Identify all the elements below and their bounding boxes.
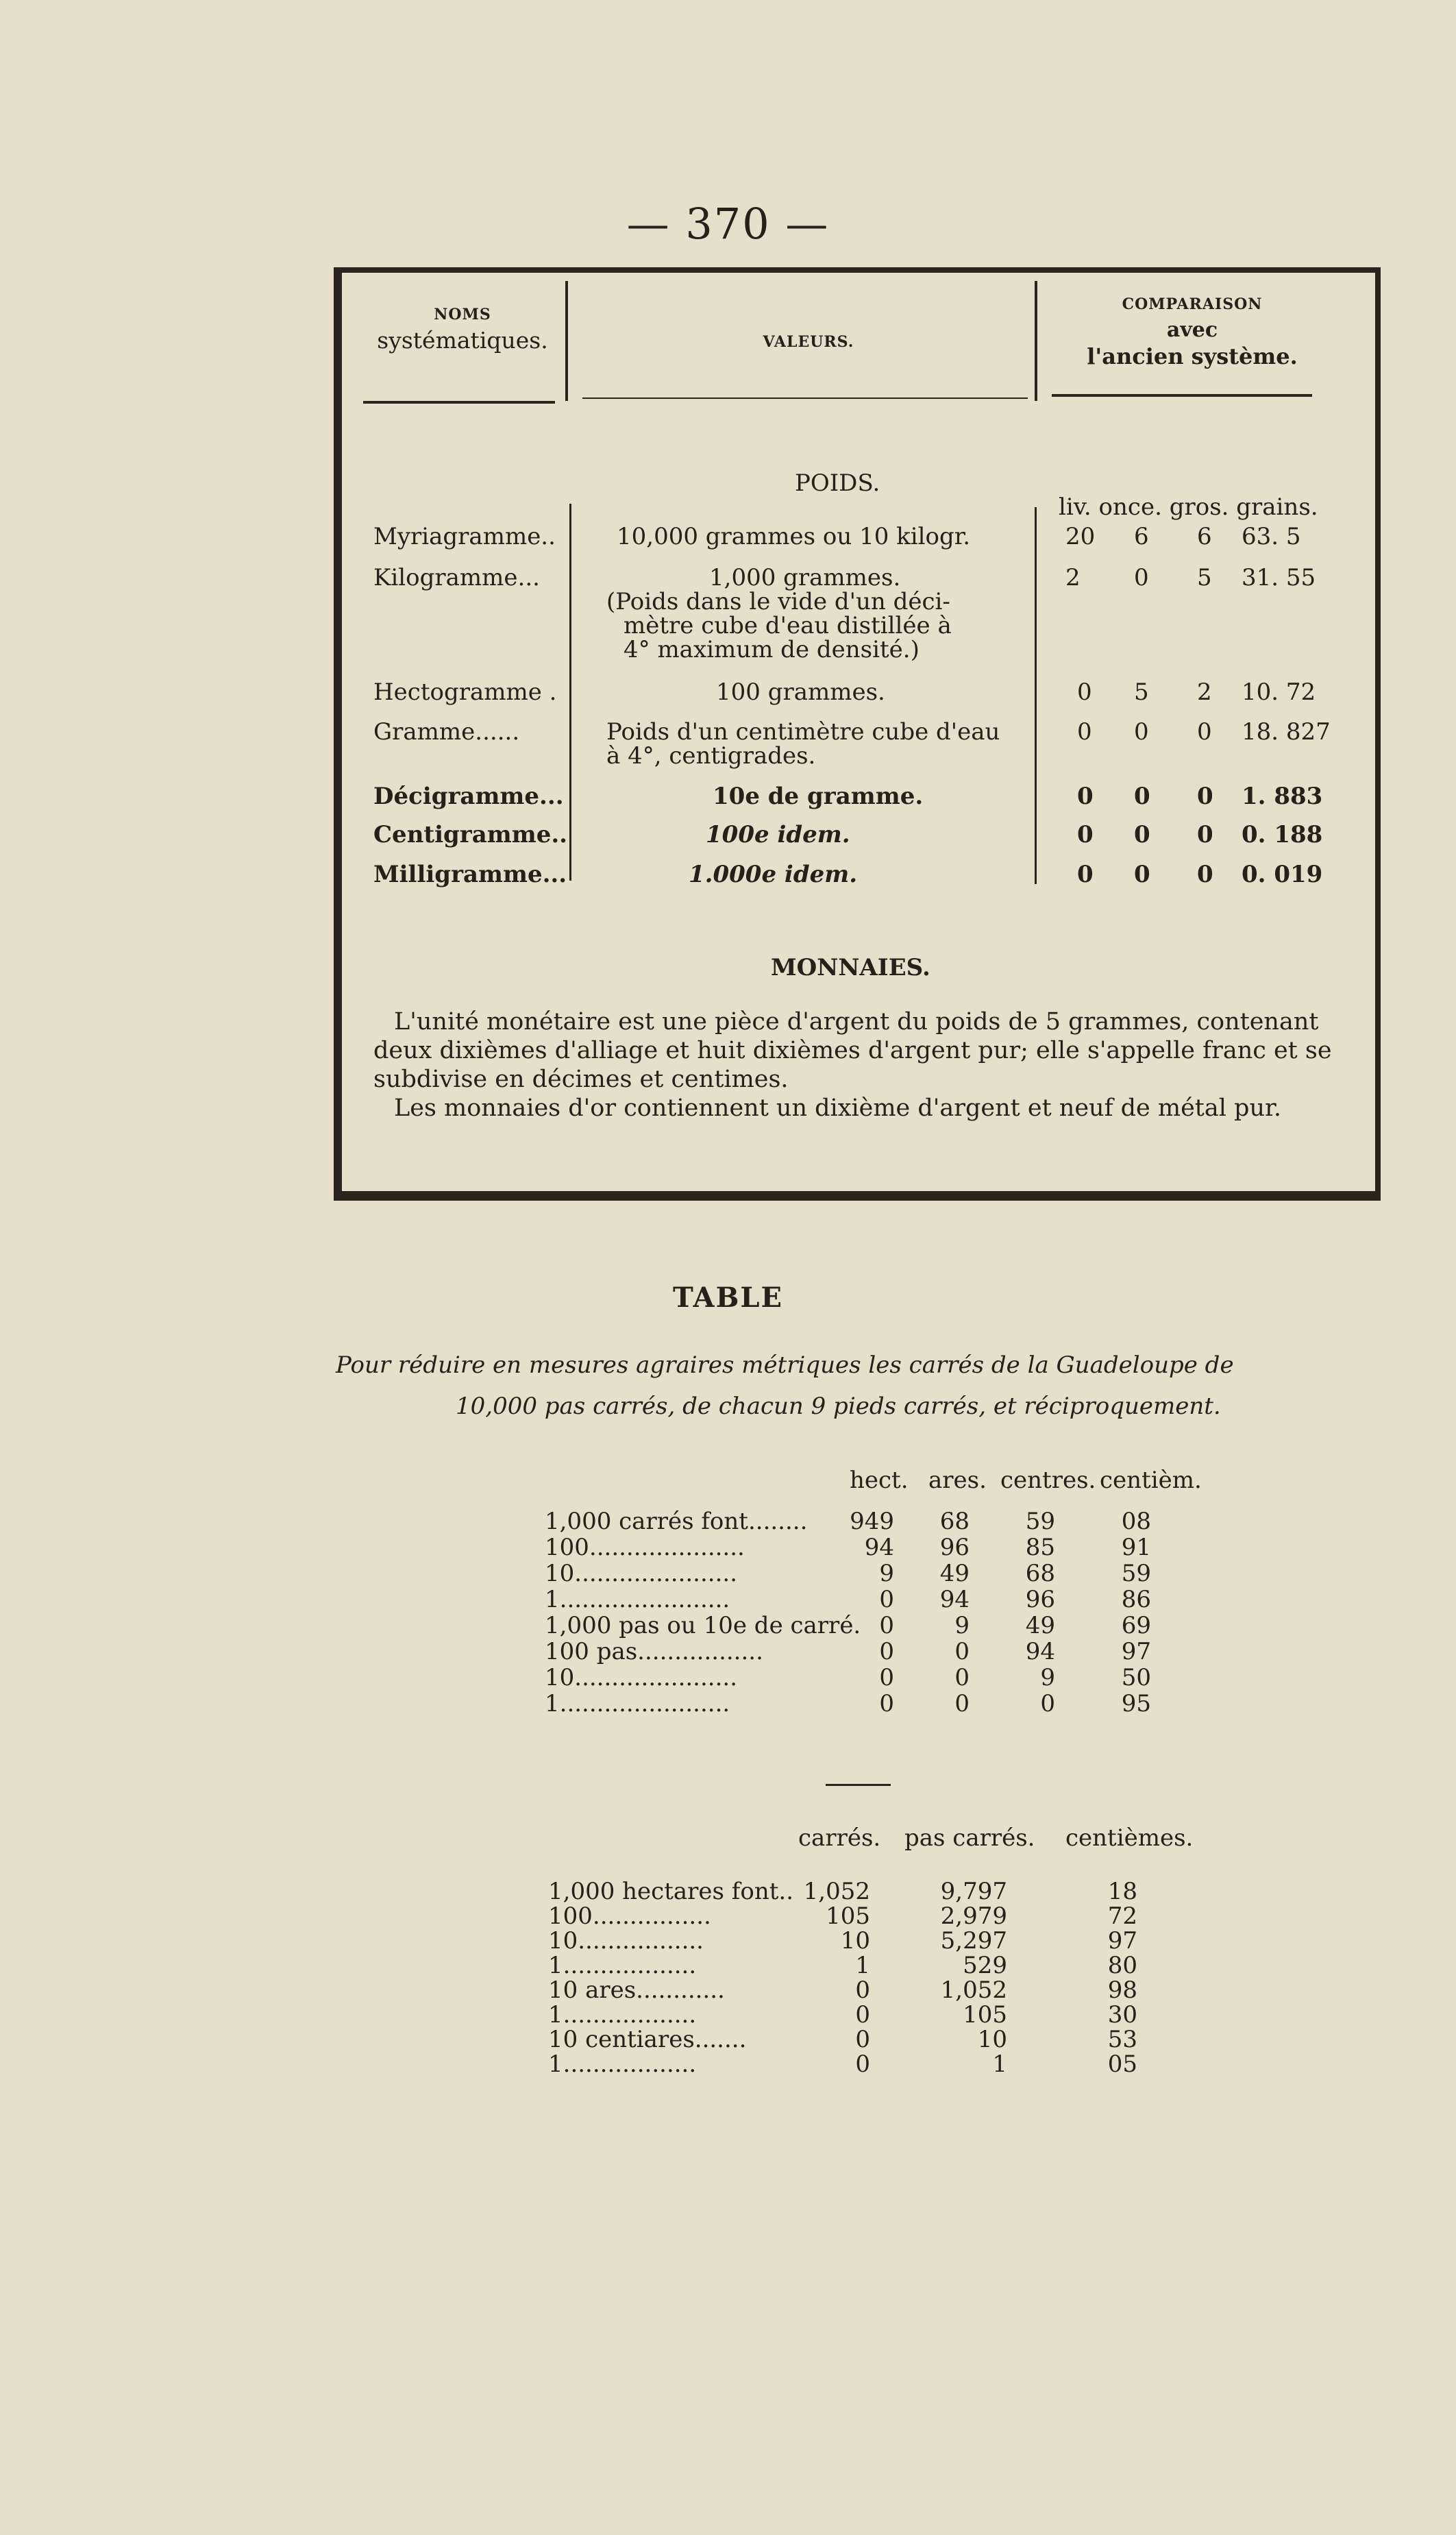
t2-val: 9 xyxy=(1040,1664,1055,1691)
monnaies-line-3: subdivise en décimes et centimes. xyxy=(373,1066,789,1093)
t3-val: 5,297 xyxy=(940,1927,1007,1955)
comp-liv: 0 xyxy=(1077,678,1092,706)
t3-val: 9,797 xyxy=(940,1878,1007,1905)
monnaies-line-4: Les monnaies d'or contiennent un dixième d'argent et neuf de métal pur. xyxy=(394,1094,1281,1122)
row-value: 10,000 grammes ou 10 kilogr. xyxy=(617,523,971,550)
comp-liv: 0 xyxy=(1077,821,1094,848)
t3-header-pas-carres: pas carrés. xyxy=(904,1824,1035,1852)
t2-val: 50 xyxy=(1121,1664,1151,1691)
comp-once: 0 xyxy=(1134,821,1150,848)
t3-label: 10 centiares....... xyxy=(548,2026,747,2053)
t2-val: 49 xyxy=(1025,1612,1055,1639)
header-noms-line2: systématiques. xyxy=(377,327,548,354)
comp-gros: 2 xyxy=(1197,678,1212,706)
t3-val: 1,052 xyxy=(940,1976,1007,2004)
unit-grains: grains. xyxy=(1236,493,1318,521)
t3-val: 97 xyxy=(1107,1927,1137,1955)
header-divider-2 xyxy=(1035,281,1037,401)
row-value: Poids d'un centimètre cube d'eau xyxy=(606,718,1000,746)
comp-once: 0 xyxy=(1134,564,1149,591)
t3-val: 98 xyxy=(1107,1976,1137,2004)
comp-liv: 0 xyxy=(1077,718,1092,746)
t2-val: 0 xyxy=(954,1690,970,1717)
t2-val: 0 xyxy=(879,1638,894,1665)
t3-val: 529 xyxy=(963,1952,1007,1979)
section-monnaies: MONNAIES. xyxy=(771,954,930,981)
t3-val: 0 xyxy=(855,2050,870,2078)
comp-grains: 0. 019 xyxy=(1242,861,1323,888)
comp-gros: 0 xyxy=(1197,718,1212,746)
t3-label: 1.................. xyxy=(548,2050,697,2078)
t3-val: 1 xyxy=(855,1952,870,1979)
comp-grains: 63. 5 xyxy=(1242,523,1301,550)
row-value: 100e idem. xyxy=(706,821,850,848)
header-comparaison-line3: l'ancien système. xyxy=(1087,343,1298,369)
comp-liv: 0 xyxy=(1077,861,1094,888)
table-subtitle-line1: Pour réduire en mesures agraires métriques les carrés de la Guadeloupe de xyxy=(336,1351,1234,1379)
t2-val: 94 xyxy=(939,1586,970,1613)
t3-val: 30 xyxy=(1107,2001,1137,2029)
t2-val: 59 xyxy=(1025,1508,1055,1535)
comp-once: 6 xyxy=(1134,523,1149,550)
t3-val: 05 xyxy=(1107,2050,1137,2078)
t2-val: 68 xyxy=(939,1508,970,1535)
t3-label: 10 ares............ xyxy=(548,1976,725,2004)
t2-val: 0 xyxy=(954,1664,970,1691)
t3-val: 80 xyxy=(1107,1952,1137,1979)
row-name: Myriagramme.. xyxy=(373,523,556,550)
row-value: 10e de gramme. xyxy=(713,783,924,810)
t3-val: 0 xyxy=(855,1976,870,2004)
t2-header-ares: ares. xyxy=(928,1467,987,1494)
header-underline-1 xyxy=(363,401,555,404)
comp-once: 0 xyxy=(1134,783,1150,810)
t2-val: 0 xyxy=(1040,1690,1055,1717)
t2-val: 95 xyxy=(1121,1690,1151,1717)
t2-val: 0 xyxy=(879,1690,894,1717)
comp-grains: 1. 883 xyxy=(1242,783,1323,810)
kilo-note-3: 4° maximum de densité.) xyxy=(624,636,920,663)
header-noms xyxy=(356,302,569,354)
comp-grains: 0. 188 xyxy=(1242,821,1323,848)
t2-val: 949 xyxy=(850,1508,894,1535)
t2-val: 96 xyxy=(939,1534,970,1561)
t2-label: 1,000 carrés font........ xyxy=(545,1508,808,1535)
row-name: Gramme...... xyxy=(373,718,520,746)
row-name: Kilogramme... xyxy=(373,564,540,591)
page-number: — 370 — xyxy=(626,199,830,249)
header-comparaison-line2: avec xyxy=(1166,318,1218,342)
t2-val: 86 xyxy=(1121,1586,1151,1613)
row-name: Décigramme... xyxy=(373,783,564,810)
t2-val: 0 xyxy=(879,1664,894,1691)
t3-val: 105 xyxy=(826,1902,870,1930)
t2-label: 1,000 pas ou 10e de carré. xyxy=(545,1612,861,1639)
row-value: 1,000 grammes. xyxy=(709,564,901,591)
row-value: 100 grammes. xyxy=(716,678,885,706)
header-comparaison xyxy=(1041,291,1343,369)
t2-label: 1....................... xyxy=(545,1586,730,1613)
comp-liv: 0 xyxy=(1077,783,1094,810)
t3-label: 10................. xyxy=(548,1927,704,1955)
unit-gros: gros. xyxy=(1169,493,1229,521)
t3-val: 2,979 xyxy=(940,1902,1007,1930)
table-subtitle-line2: 10,000 pas carrés, de chacun 9 pieds carrés, et réciproquement. xyxy=(456,1393,1221,1420)
table-title: TABLE xyxy=(672,1282,784,1314)
header-noms-line1: NOMS xyxy=(434,306,491,323)
t3-val: 18 xyxy=(1107,1878,1137,1905)
t3-label: 1.................. xyxy=(548,2001,697,2029)
t3-header-carres: carrés. xyxy=(798,1824,881,1852)
t2-val: 9 xyxy=(954,1612,970,1639)
comp-gros: 0 xyxy=(1197,821,1213,848)
t3-val: 1,052 xyxy=(803,1878,870,1905)
comp-gros: 5 xyxy=(1197,564,1212,591)
t2-val: 0 xyxy=(879,1586,894,1613)
header-underline-2 xyxy=(582,397,1028,399)
monnaies-line-2: deux dixièmes d'alliage et huit dixièmes d'argent pur; elle s'appelle franc et se xyxy=(373,1037,1332,1064)
t2-val: 0 xyxy=(954,1638,970,1665)
t2-val: 69 xyxy=(1121,1612,1151,1639)
comp-grains: 31. 55 xyxy=(1242,564,1316,591)
t2-label: 100..................... xyxy=(545,1534,745,1561)
header-divider-1 xyxy=(565,281,568,401)
t3-val: 1 xyxy=(992,2050,1007,2078)
t3-val: 105 xyxy=(963,2001,1007,2029)
section-poids: POIDS. xyxy=(795,469,880,497)
gramme-note: à 4°, centigrades. xyxy=(606,742,816,770)
row-value: 1.000e idem. xyxy=(689,861,858,888)
t2-val: 59 xyxy=(1121,1560,1151,1587)
comp-gros: 0 xyxy=(1197,861,1213,888)
comp-grains: 18. 827 xyxy=(1242,718,1331,746)
t2-header-centiem: centièm. xyxy=(1100,1467,1202,1494)
t3-label: 100................ xyxy=(548,1902,711,1930)
t2-header-centres: centres. xyxy=(1000,1467,1096,1494)
t3-val: 10 xyxy=(840,1927,870,1955)
t3-val: 0 xyxy=(855,2001,870,2029)
t2-val: 49 xyxy=(939,1560,970,1587)
t2-val: 94 xyxy=(864,1534,894,1561)
comp-once: 0 xyxy=(1134,718,1149,746)
t2-header-hect: hect. xyxy=(850,1467,909,1494)
units-header xyxy=(1059,493,1326,521)
t2-val: 9 xyxy=(879,1560,894,1587)
t3-val: 72 xyxy=(1107,1902,1137,1930)
comp-once: 0 xyxy=(1134,861,1150,888)
body-divider-2 xyxy=(1035,507,1037,884)
row-name: Centigramme.. xyxy=(373,821,568,848)
t2-val: 94 xyxy=(1025,1638,1055,1665)
comp-liv: 20 xyxy=(1065,523,1096,550)
t3-val: 10 xyxy=(977,2026,1007,2053)
t3-label: 1.................. xyxy=(548,1952,697,1979)
separator-rule xyxy=(826,1784,891,1786)
t2-val: 08 xyxy=(1121,1508,1151,1535)
t2-val: 91 xyxy=(1121,1534,1151,1561)
comp-once: 5 xyxy=(1134,678,1149,706)
t2-label: 10...................... xyxy=(545,1560,738,1587)
t2-val: 96 xyxy=(1025,1586,1055,1613)
comp-gros: 0 xyxy=(1197,783,1213,810)
unit-once: once. xyxy=(1098,493,1162,521)
t2-val: 97 xyxy=(1121,1638,1151,1665)
t2-val: 0 xyxy=(879,1612,894,1639)
row-name: Milligramme... xyxy=(373,861,567,888)
kilo-note-1: (Poids dans le vide d'un déci- xyxy=(606,588,950,615)
kilo-note-2: mètre cube d'eau distillée à xyxy=(624,612,952,639)
t3-label: 1,000 hectares font.. xyxy=(548,1878,793,1905)
t2-label: 10...................... xyxy=(545,1664,738,1691)
comp-grains: 10. 72 xyxy=(1242,678,1316,706)
monnaies-line-1: L'unité monétaire est une pièce d'argent du poids de 5 grammes, contenant xyxy=(394,1008,1319,1036)
row-name: Hectogramme . xyxy=(373,678,557,706)
unit-liv: liv. xyxy=(1059,493,1091,521)
t3-val: 53 xyxy=(1107,2026,1137,2053)
comp-liv: 2 xyxy=(1065,564,1081,591)
t3-header-centiemes: centièmes. xyxy=(1065,1824,1194,1852)
header-comparaison-line1: COMPARAISON xyxy=(1122,295,1263,313)
header-valeurs: VALEURS. xyxy=(763,333,854,351)
t3-val: 0 xyxy=(855,2026,870,2053)
monnaies-paragraph xyxy=(373,1007,1333,1123)
t2-label: 1....................... xyxy=(545,1690,730,1717)
body-divider-1 xyxy=(569,504,571,881)
t2-val: 68 xyxy=(1025,1560,1055,1587)
header-underline-3 xyxy=(1052,394,1312,397)
t2-label: 100 pas................. xyxy=(545,1638,763,1665)
t2-val: 85 xyxy=(1025,1534,1055,1561)
comp-gros: 6 xyxy=(1197,523,1212,550)
